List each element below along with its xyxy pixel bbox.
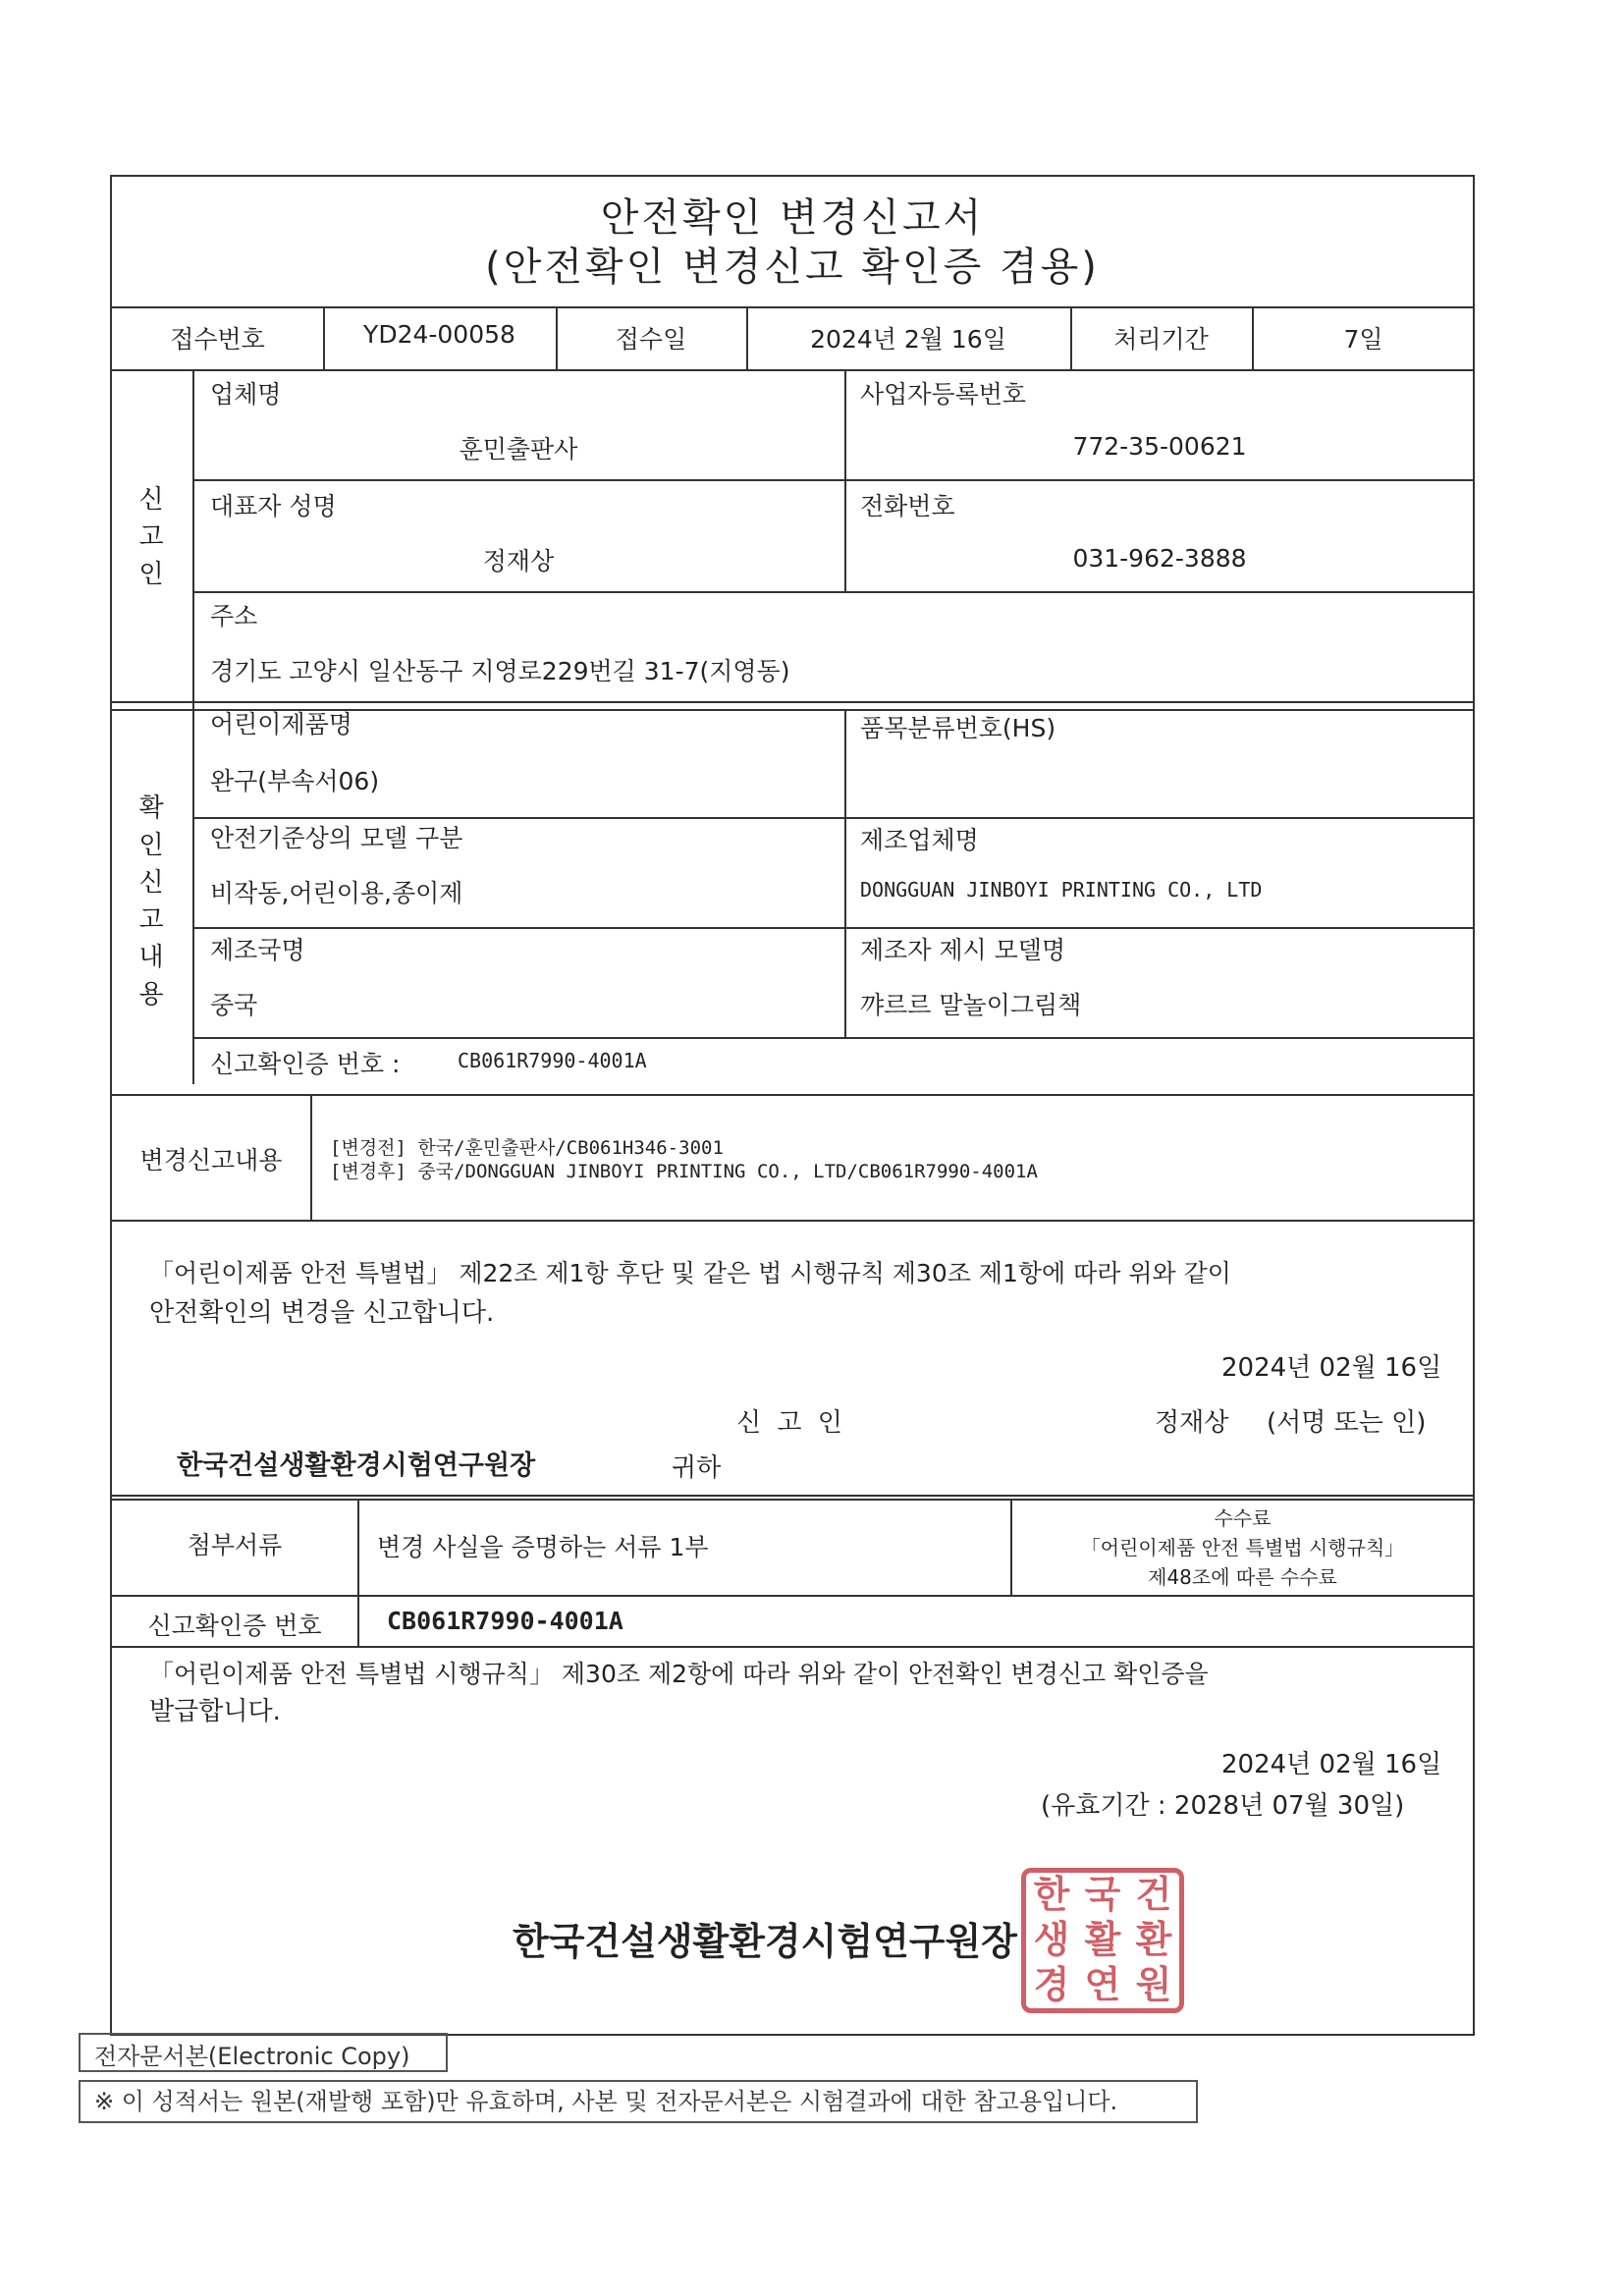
product-label: 어린이제품명 <box>210 710 352 738</box>
document-frame <box>110 175 1475 2036</box>
maker-name: DONGGUAN JINBOYI PRINTING CO., LTD <box>860 878 1263 902</box>
certificate-number: CB061R7990-4001A <box>387 1607 623 1635</box>
change-before: [변경전] 한국/훈민출판사/CB061H346-3001 <box>330 1137 724 1159</box>
address-label: 주소 <box>210 602 258 630</box>
fee-article: 제48조에 따른 수수료 <box>1148 1565 1337 1589</box>
attachments-label: 첨부서류 <box>187 1531 283 1559</box>
reporter-section-label: 신 고 인 <box>138 485 164 589</box>
certificate-date: 2024년 02월 16일 <box>1221 1750 1442 1779</box>
company-label: 업체명 <box>210 380 282 409</box>
biz-no-label: 사업자등록번호 <box>860 380 1027 409</box>
certificate-line2: 발급합니다. <box>149 1697 281 1726</box>
confirmation-section-label: 확 인 신 고 내 용 <box>138 793 164 1010</box>
hs-label: 품목분류번호(HS) <box>860 714 1056 742</box>
certificate-validity: (유효기간 : 2028년 07월 30일) <box>1041 1791 1405 1821</box>
document-title: 안전확인 변경신고서 <box>600 195 985 241</box>
receipt-no-label: 접수번호 <box>170 325 265 354</box>
processing-period: 7일 <box>1343 325 1383 354</box>
maker-label: 제조업체명 <box>860 826 979 854</box>
model-class-label: 안전기준상의 모델 구분 <box>210 824 463 852</box>
change-label: 변경신고내용 <box>139 1146 283 1175</box>
cert-no-label: 신고확인증 번호 : <box>210 1050 401 1078</box>
declaration-line1: 「어린이제품 안전 특별법」 제22조 제1항 후단 및 같은 법 시행규칙 제30조 제1항에 따라 위와 같이 <box>149 1259 1231 1287</box>
fee-law: 「어린이제품 안전 특별법 시행규칙」 <box>1080 1536 1405 1559</box>
cert-no: CB061R7990-4001A <box>458 1049 647 1072</box>
fee-label: 수수료 <box>1214 1506 1272 1530</box>
electronic-copy-label: 전자문서본(Electronic Copy) <box>79 2033 448 2072</box>
reporter-sign-label: 신 고 인 <box>736 1408 846 1438</box>
receipt-date-label: 접수일 <box>615 325 687 354</box>
model-name: 꺄르르 말놀이그림책 <box>860 991 1082 1019</box>
declaration-line2: 안전확인의 변경을 신고합니다. <box>149 1298 495 1328</box>
addressee: 한국건설생활환경시험연구원장 <box>177 1450 536 1481</box>
biz-no: 772-35-00621 <box>1072 432 1247 461</box>
country-label: 제조국명 <box>210 936 305 964</box>
model-class: 비작동,어린이용,종이제 <box>210 879 463 907</box>
sign-note: (서명 또는 인) <box>1267 1408 1427 1438</box>
product-name: 완구(부속서06) <box>210 767 380 795</box>
validity-notice: ※ 이 성적서는 원본(재발행 포함)만 유효하며, 사본 및 전자문서본은 시험결과에 대한 참고용입니다. <box>79 2080 1198 2123</box>
receipt-no: YD24-00058 <box>363 320 515 349</box>
receipt-date: 2024년 2월 16일 <box>810 325 1006 354</box>
honorific: 귀하 <box>672 1453 722 1483</box>
declaration-date: 2024년 02월 16일 <box>1221 1353 1442 1383</box>
processing-label: 처리기간 <box>1113 325 1209 354</box>
official-seal: 한 국 건 생 활 환 경 연 원 <box>1021 1868 1184 2013</box>
document-subtitle: (안전확인 변경신고 확인증 겸용) <box>485 245 1100 290</box>
phone: 031-962-3888 <box>1072 544 1247 573</box>
company-name: 훈민출판사 <box>459 435 578 464</box>
rep-name: 정재상 <box>482 547 555 575</box>
change-after: [변경후] 중국/DONGGUAN JINBOYI PRINTING CO., LTD/CB061R7990-4001A <box>330 1161 1038 1182</box>
phone-label: 전화번호 <box>860 492 955 520</box>
address: 경기도 고양시 일산동구 지영로229번길 31-7(지영동) <box>210 657 790 685</box>
attachments-content: 변경 사실을 증명하는 서류 1부 <box>377 1533 709 1561</box>
country: 중국 <box>210 991 258 1019</box>
reporter-sign-name: 정재상 <box>1155 1408 1229 1438</box>
model-name-label: 제조자 제시 모델명 <box>860 936 1066 964</box>
certificate-label: 신고확인증 번호 <box>147 1612 322 1640</box>
issuer-name: 한국건설생활환경시험연구원장 <box>513 1920 1017 1963</box>
rep-name-label: 대표자 성명 <box>210 492 337 520</box>
certificate-line1: 「어린이제품 안전 특별법 시행규칙」 제30조 제2항에 따라 위와 같이 안전확인 변경신고 확인증을 <box>149 1660 1209 1688</box>
